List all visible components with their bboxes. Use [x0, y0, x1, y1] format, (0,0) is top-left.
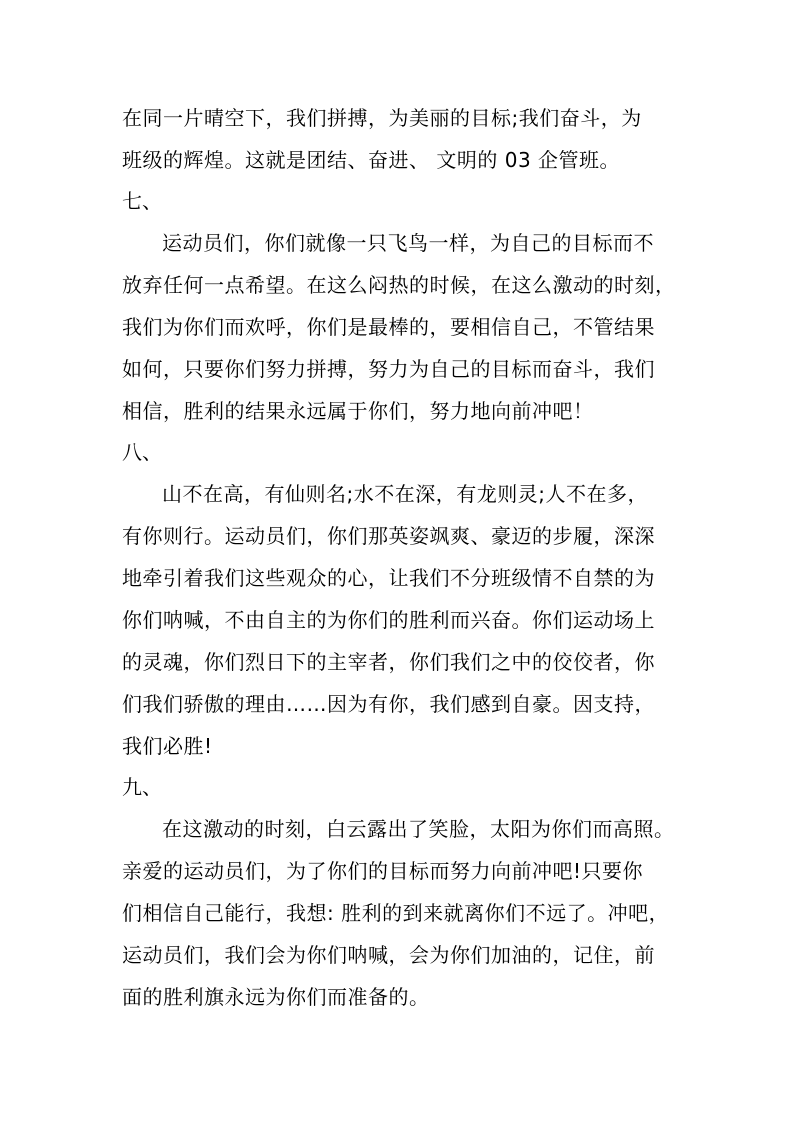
paragraph-line: 运动员们，你们就像一只飞鸟一样，为自己的目标而不 [162, 231, 654, 255]
paragraph-line: 如何，只要你们努力拼搏，努力为自己的目标而奋斗，我们 [122, 357, 655, 381]
paragraph-line: 相信，胜利的结果永远属于你们，努力地向前冲吧！ [122, 399, 594, 423]
paragraph-line: 在这激动的时刻，白云露出了笑脸，太阳为你们而高照。 [162, 817, 675, 841]
paragraph-line: 面的胜利旗永远为你们而准备的。 [122, 985, 430, 1009]
paragraph-line: 班级的辉煌。这就是团结、奋进、 文明的 03 企管班。 [122, 148, 621, 172]
paragraph-line: 我们为你们而欢呼，你们是最棒的，要相信自己，不管结果 [122, 315, 655, 339]
paragraph-line: 们相信自己能行，我想: 胜利的到来就离你们不远了。冲吧， [122, 901, 670, 925]
section-heading: 八、 [122, 440, 162, 464]
paragraph-line: 有你则行。运动员们，你们那英姿飒爽、豪迈的步履，深深 [122, 524, 655, 548]
section-heading: 九、 [122, 775, 162, 799]
paragraph-line: 运动员们，我们会为你们呐喊，会为你们加油的，记住，前 [122, 943, 655, 967]
paragraph-line: 地牵引着我们这些观众的心，让我们不分班级情不自禁的为 [122, 566, 655, 590]
paragraph-line: 们我们骄傲的理由……因为有你，我们感到自豪。因支持， [122, 692, 655, 716]
paragraph-line: 你们呐喊，不由自主的为你们的胜利而兴奋。你们运动场上 [122, 608, 655, 632]
paragraph-line: 我们必胜! [122, 734, 213, 758]
paragraph-line: 山不在高，有仙则名;水不在深，有龙则灵;人不在多， [162, 482, 648, 506]
paragraph-line: 在同一片晴空下，我们拼搏，为美丽的目标;我们奋斗，为 [122, 106, 642, 130]
paragraph-line: 放弃任何一点希望。在这么闷热的时候，在这么激动的时刻， [122, 273, 676, 297]
paragraph-line: 的灵魂，你们烈日下的主宰者，你们我们之中的佼佼者，你 [122, 650, 655, 674]
paragraph-line: 亲爱的运动员们，为了你们的目标而努力向前冲吧!只要你 [122, 859, 644, 883]
section-heading: 七、 [122, 189, 162, 213]
